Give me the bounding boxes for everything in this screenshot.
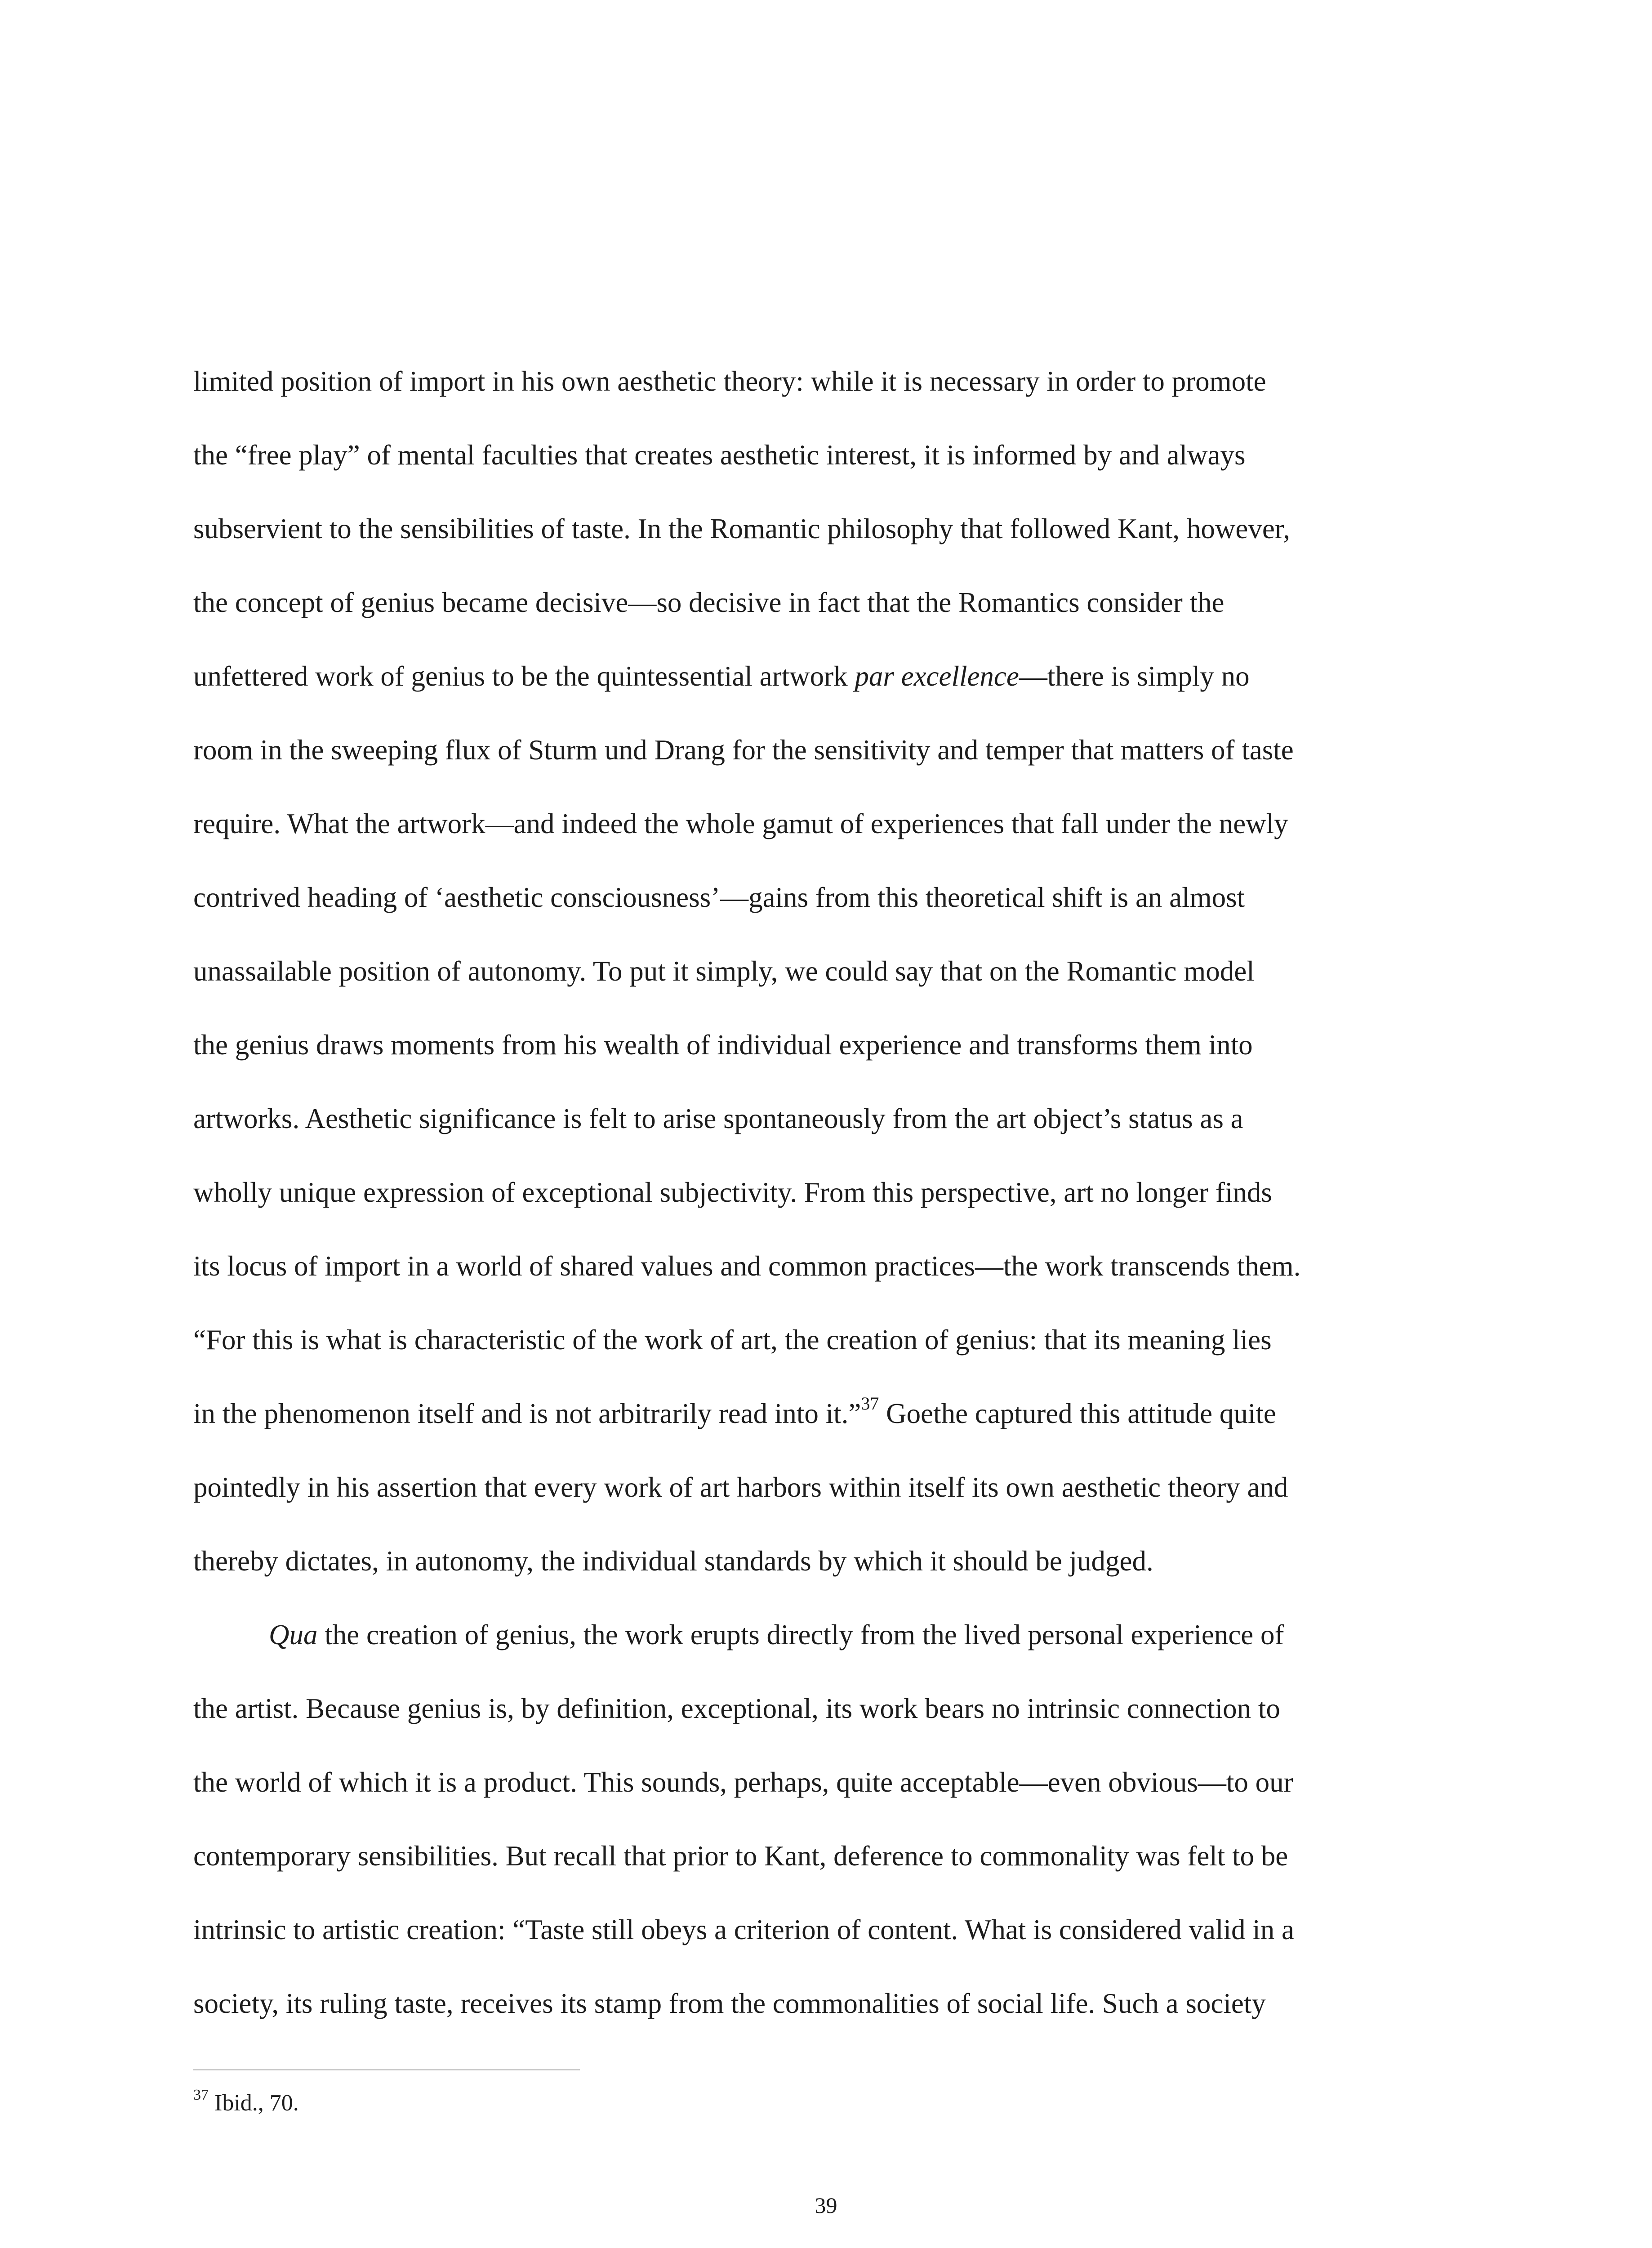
text-line: wholly unique expression of exceptional subjectivity. From this perspective, art no longer finds bbox=[193, 1177, 1272, 1208]
text-line: “For this is what is characteristic of the work of art, the creation of genius: that its meaning lies bbox=[193, 1324, 1272, 1356]
text-line: intrinsic to artistic creation: “Taste still obeys a criterion of content. What is considered valid in a bbox=[193, 1914, 1294, 1945]
footnote-reference[interactable]: 37 bbox=[861, 1393, 879, 1414]
text-line: pointedly in his assertion that every work of art harbors within itself its own aesthetic theory and bbox=[193, 1472, 1288, 1503]
text-line: artworks. Aesthetic significance is felt to arise spontaneously from the art object’s status as a bbox=[193, 1103, 1243, 1134]
text-run: in the phenomenon itself and is not arbitrarily read into it.” bbox=[193, 1398, 861, 1429]
text-line: contrived heading of ‘aesthetic consciousness’—gains from this theoretical shift is an almost bbox=[193, 882, 1245, 913]
text-line: the concept of genius became decisive—so decisive in fact that the Romantics consider the bbox=[193, 587, 1225, 618]
text-line: the world of which it is a product. This sounds, perhaps, quite acceptable—even obvious—to our bbox=[193, 1766, 1293, 1798]
text-line: the artist. Because genius is, by definition, exceptional, its work bears no intrinsic connection to bbox=[193, 1693, 1280, 1724]
text-run: —there is simply no bbox=[1019, 660, 1250, 692]
text-line: contemporary sensibilities. But recall that prior to Kant, deference to commonality was felt to be bbox=[193, 1840, 1288, 1872]
text-line: the genius draws moments from his wealth of individual experience and transforms them into bbox=[193, 1029, 1253, 1061]
text-line: thereby dictates, in autonomy, the individual standards by which it should be judged. bbox=[193, 1545, 1153, 1577]
text-line: the “free play” of mental faculties that creates aesthetic interest, it is informed by and always bbox=[193, 439, 1246, 471]
text-run: unfettered work of genius to be the quintessential artwork bbox=[193, 660, 855, 692]
text-line bbox=[193, 658, 1250, 694]
text-line: limited position of import in his own aesthetic theory: while it is necessary in order to promote bbox=[193, 366, 1266, 397]
italic-term: Qua bbox=[269, 1619, 318, 1650]
text-line: subservient to the sensibilities of taste. In the Romantic philosophy that followed Kant, however, bbox=[193, 513, 1291, 544]
paragraph-first-line bbox=[193, 1617, 1284, 1653]
footnote-separator bbox=[193, 2069, 580, 2070]
footnote-number: 37 bbox=[193, 2086, 209, 2103]
page-number: 39 bbox=[815, 2193, 837, 2218]
text-line: society, its ruling taste, receives its stamp from the commonalities of social life. Such a society bbox=[193, 1988, 1266, 2019]
text-line bbox=[193, 1393, 1276, 1432]
text-line: require. What the artwork—and indeed the whole gamut of experiences that fall under the newly bbox=[193, 808, 1288, 839]
text-line: room in the sweeping flux of Sturm und Drang for the sensitivity and temper that matters of taste bbox=[193, 734, 1294, 766]
footnote-text: Ibid., 70. bbox=[209, 2090, 299, 2116]
italic-term: par excellence bbox=[855, 660, 1019, 692]
text-line: its locus of import in a world of shared values and common practices—the work transcends them. bbox=[193, 1250, 1301, 1282]
text-line: unassailable position of autonomy. To put it simply, we could say that on the Romantic model bbox=[193, 955, 1255, 987]
footnote bbox=[193, 2087, 299, 2119]
text-run: the creation of genius, the work erupts directly from the lived personal experience of bbox=[317, 1619, 1284, 1650]
text-run: Goethe captured this attitude quite bbox=[879, 1398, 1276, 1429]
